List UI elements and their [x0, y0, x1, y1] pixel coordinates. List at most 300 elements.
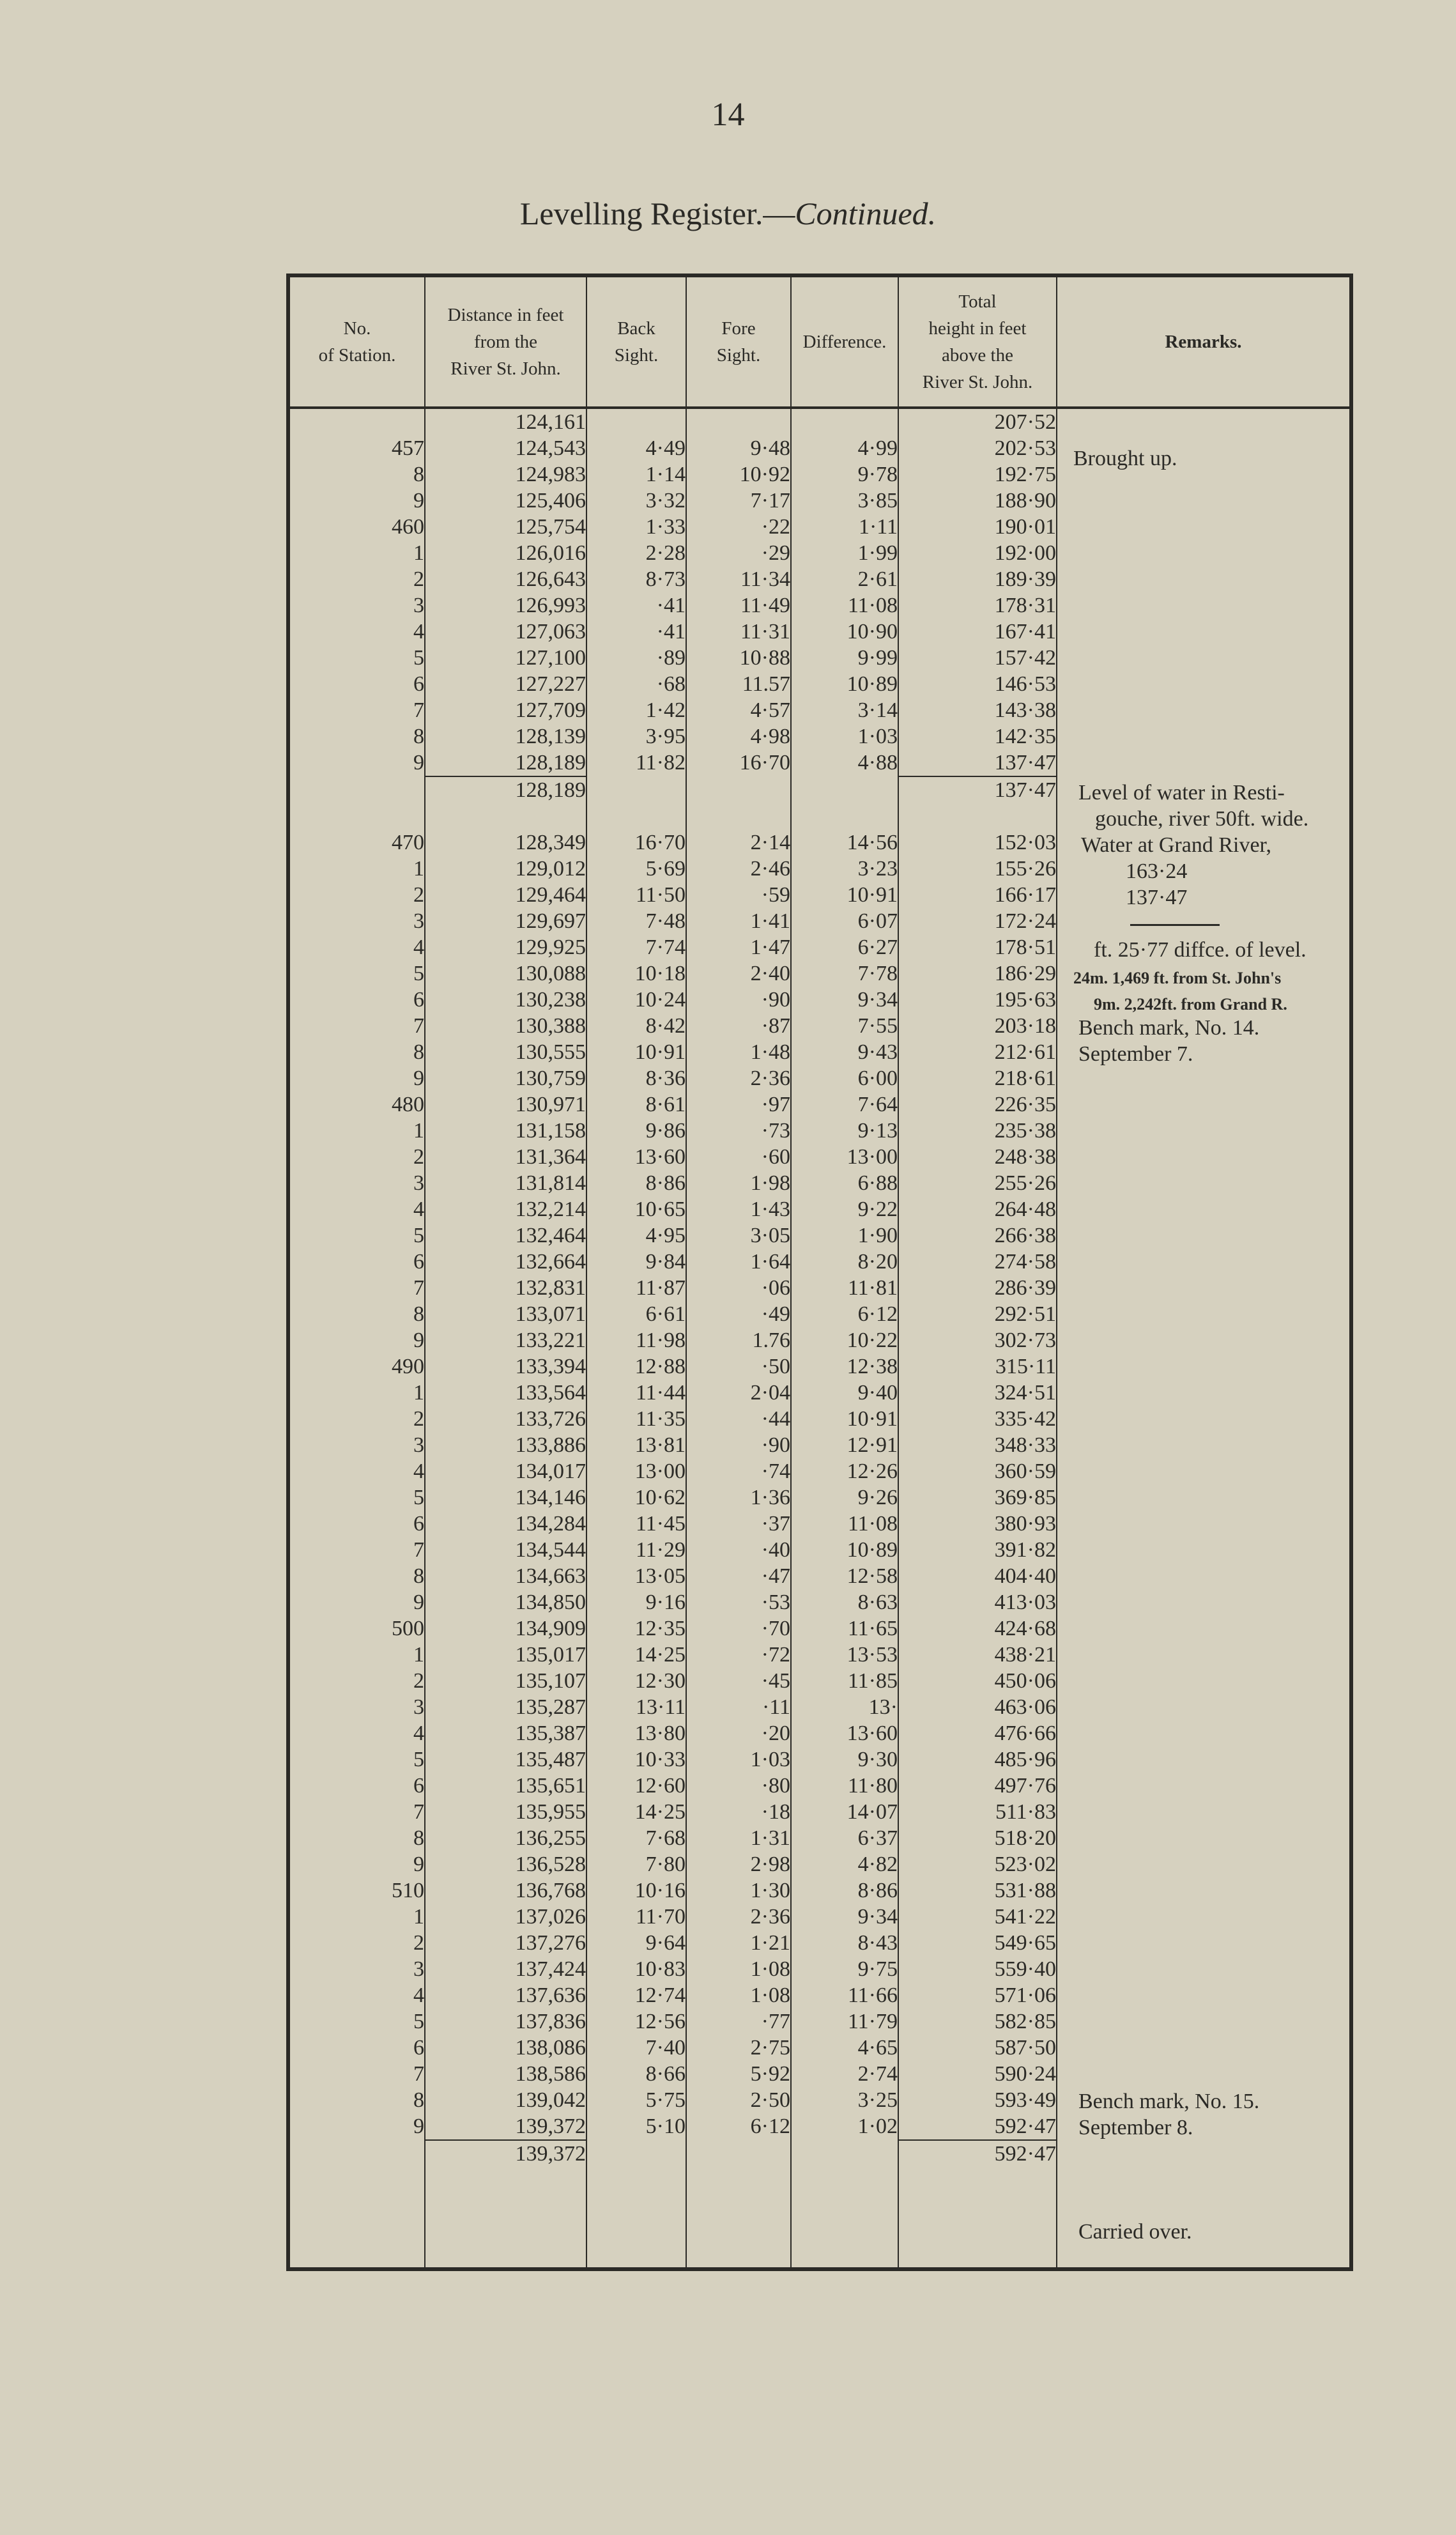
cell-remarks — [1057, 619, 1351, 645]
cell-total: 286·39 — [898, 1275, 1057, 1301]
cell-fore: 4·98 — [686, 723, 791, 750]
cell-total: 413·03 — [898, 1589, 1057, 1615]
cell-remarks — [1057, 1170, 1351, 1196]
cell-fore: ·70 — [686, 1615, 791, 1642]
cell-back: 13·00 — [586, 1458, 686, 1484]
cell-difference — [791, 2140, 898, 2167]
cell-total: 587·50 — [898, 2035, 1057, 2061]
cell-difference — [791, 776, 898, 803]
header-back-sight: Back Sight. — [586, 275, 686, 408]
cell-back: 10·16 — [586, 1877, 686, 1904]
table-row — [288, 1877, 1351, 1904]
cell-total: 369·85 — [898, 1484, 1057, 1511]
cell-station: 2 — [413, 883, 424, 907]
cell-distance: 135,387 — [425, 1720, 586, 1746]
cell-distance: 128,349 — [425, 829, 586, 856]
cell-difference: 11·66 — [791, 1982, 898, 2008]
cell-remarks — [1057, 750, 1351, 776]
cell-fore: ·59 — [686, 882, 791, 908]
table-row — [288, 1511, 1351, 1537]
cell-station: 2 — [413, 1669, 424, 1693]
cell-back: 9·86 — [586, 1118, 686, 1144]
cell-total: 189·39 — [898, 566, 1057, 592]
cell-total: 192·75 — [898, 461, 1057, 488]
cell-distance: 125,406 — [425, 488, 586, 514]
cell-total: 302·73 — [898, 1327, 1057, 1353]
cell-station: 1 — [413, 1381, 424, 1405]
cell-back: 14·25 — [586, 1799, 686, 1825]
cell-total: 188·90 — [898, 488, 1057, 514]
cell-total: 592·47 — [898, 2113, 1057, 2140]
cell-total: 348·33 — [898, 1432, 1057, 1458]
cell-total: 380·93 — [898, 1511, 1057, 1537]
cell-fore: 1·31 — [686, 1825, 791, 1851]
cell-fore: 11·34 — [686, 566, 791, 592]
cell-difference: 3·14 — [791, 697, 898, 723]
cell-total: 207·52 — [898, 408, 1057, 435]
table-row — [288, 1799, 1351, 1825]
cell-difference: 4·88 — [791, 750, 898, 776]
table-row — [288, 1484, 1351, 1511]
cell-back — [586, 776, 686, 803]
cell-total: 266·38 — [898, 1222, 1057, 1249]
cell-remarks — [1057, 1327, 1351, 1353]
cell-fore: 1·64 — [686, 1249, 791, 1275]
cell-total: 203·18 — [898, 1013, 1057, 1039]
cell-difference: 9·26 — [791, 1484, 898, 1511]
cell-back: 9·84 — [586, 1249, 686, 1275]
levelling-register-table — [286, 274, 1353, 2271]
cell-back: 13·80 — [586, 1720, 686, 1746]
cell-fore: 2·40 — [686, 960, 791, 987]
cell-station: 7 — [413, 1800, 424, 1824]
cell-fore: 11·49 — [686, 592, 791, 619]
table-row — [288, 1956, 1351, 1982]
table-row — [288, 1249, 1351, 1275]
cell-distance: 134,909 — [425, 1615, 586, 1642]
cell-difference: 9·75 — [791, 1956, 898, 1982]
cell-remarks — [1057, 1118, 1351, 1144]
cell-back: 16·70 — [586, 829, 686, 856]
cell-difference: 7·78 — [791, 960, 898, 987]
cell-station: 470 — [392, 831, 424, 854]
cell-distance: 124,983 — [425, 461, 586, 488]
cell-station: 1 — [413, 1119, 424, 1143]
table-row — [288, 514, 1351, 540]
table-row — [288, 1222, 1351, 1249]
cell-remarks — [1057, 1904, 1351, 1930]
cell-station: 457 — [392, 436, 424, 460]
cell-back: 11·70 — [586, 1904, 686, 1930]
cell-total: 166·17 — [898, 882, 1057, 908]
cell-station: 460 — [392, 515, 424, 539]
cell-distance: 137,424 — [425, 1956, 586, 1982]
cell-station: 1 — [413, 541, 424, 565]
cell-total: 335·42 — [898, 1406, 1057, 1432]
cell-distance: 134,017 — [425, 1458, 586, 1484]
cell-back: 10·33 — [586, 1746, 686, 1773]
cell-station: 5 — [413, 962, 424, 985]
cell-remarks — [1057, 2008, 1351, 2035]
cell-back: 11·98 — [586, 1327, 686, 1353]
cell-station: 3 — [413, 1957, 424, 1981]
cell-back: 11·29 — [586, 1537, 686, 1563]
cell-fore: 9·48 — [686, 435, 791, 461]
cell-back: ·41 — [586, 592, 686, 619]
cell-total: 167·41 — [898, 619, 1057, 645]
cell-station: 9 — [413, 1853, 424, 1876]
cell-back: 8·73 — [586, 566, 686, 592]
cell-remarks — [1057, 1720, 1351, 1746]
cell-total: 523·02 — [898, 1851, 1057, 1877]
cell-distance: 136,768 — [425, 1877, 586, 1904]
cell-fore: ·45 — [686, 1668, 791, 1694]
table-row — [288, 1327, 1351, 1353]
cell-remarks — [1057, 1484, 1351, 1511]
cell-remarks — [1057, 1065, 1351, 1091]
remark-date-sept-8: September 8. — [1078, 2116, 1193, 2139]
table-row — [288, 1615, 1351, 1642]
cell-difference: 1·02 — [791, 2113, 898, 2140]
cell-difference: 14·07 — [791, 1799, 898, 1825]
cell-back: 4·49 — [586, 435, 686, 461]
cell-station: 4 — [413, 1722, 424, 1745]
cell-difference: 9·30 — [791, 1746, 898, 1773]
table-row — [288, 723, 1351, 750]
cell-back: 13·05 — [586, 1563, 686, 1589]
table-row — [288, 1065, 1351, 1091]
cell-distance: 130,971 — [425, 1091, 586, 1118]
table-row — [288, 1668, 1351, 1694]
cell-total: 274·58 — [898, 1249, 1057, 1275]
cell-back: 7·80 — [586, 1851, 686, 1877]
table-row — [288, 645, 1351, 671]
cell-back: 10·62 — [586, 1484, 686, 1511]
cell-remarks — [1057, 1694, 1351, 1720]
cell-remarks — [1057, 908, 1351, 934]
cell-back: 6·61 — [586, 1301, 686, 1327]
cell-station: 4 — [413, 1198, 424, 1221]
cell-total: 212·61 — [898, 1039, 1057, 1065]
cell-total: 518·20 — [898, 1825, 1057, 1851]
remark-bench-mark-14: Bench mark, No. 14. — [1078, 1016, 1260, 1040]
cell-remarks — [1057, 1773, 1351, 1799]
cell-fore: ·18 — [686, 1799, 791, 1825]
cell-fore: 11·31 — [686, 619, 791, 645]
cell-back: 12·35 — [586, 1615, 686, 1642]
cell-fore: 1·21 — [686, 1930, 791, 1956]
cell-station: 5 — [413, 1486, 424, 1509]
title-continued: Continued. — [795, 196, 937, 231]
cell-distance: 130,555 — [425, 1039, 586, 1065]
cell-fore: 5·92 — [686, 2061, 791, 2087]
table-row — [288, 1275, 1351, 1301]
cell-difference: 9·40 — [791, 1380, 898, 1406]
remark-level-of-water-line2: gouche, river 50ft. wide. — [1095, 807, 1309, 831]
cell-remarks — [1057, 1825, 1351, 1851]
cell-distance: 133,071 — [425, 1301, 586, 1327]
table-row — [288, 1642, 1351, 1668]
cell-difference: 1·90 — [791, 1222, 898, 1249]
cell-total: 255·26 — [898, 1170, 1057, 1196]
cell-station: 4 — [413, 620, 424, 643]
table-row — [288, 1537, 1351, 1563]
cell-distance: 126,643 — [425, 566, 586, 592]
cell-fore: 1·43 — [686, 1196, 791, 1222]
cell-distance: 138,586 — [425, 2061, 586, 2087]
cell-fore: ·06 — [686, 1275, 791, 1301]
cell-difference: 9·99 — [791, 645, 898, 671]
cell-station: 2 — [413, 567, 424, 591]
cell-remarks — [1057, 882, 1351, 908]
table-row — [288, 1746, 1351, 1773]
cell-distance: 131,814 — [425, 1170, 586, 1196]
cell-total: 549·65 — [898, 1930, 1057, 1956]
cell-distance: 137,026 — [425, 1904, 586, 1930]
cell-difference: 2·74 — [791, 2061, 898, 2087]
remark-distance-st-johns: 24m. 1,469 ft. from St. John's — [1073, 969, 1282, 987]
table-row — [288, 2061, 1351, 2087]
cell-distance: 136,255 — [425, 1825, 586, 1851]
cell-station: 5 — [413, 1224, 424, 1247]
cell-fore: 2·98 — [686, 1851, 791, 1877]
cell-total: 476·66 — [898, 1720, 1057, 1746]
cell-fore: 1·41 — [686, 908, 791, 934]
cell-distance: 135,017 — [425, 1642, 586, 1668]
cell-fore: 2·36 — [686, 1904, 791, 1930]
cell-back: 7·68 — [586, 1825, 686, 1851]
table-row — [288, 2035, 1351, 2061]
table-row — [288, 856, 1351, 882]
cell-distance: 127,063 — [425, 619, 586, 645]
cell-back: 10·91 — [586, 1039, 686, 1065]
cell-total: 592·47 — [898, 2140, 1057, 2167]
cell-difference: 12·91 — [791, 1432, 898, 1458]
cell-difference: 4·99 — [791, 435, 898, 461]
cell-fore: 1·98 — [686, 1170, 791, 1196]
cell-back: 11·45 — [586, 1511, 686, 1537]
cell-back: 13·60 — [586, 1144, 686, 1170]
cell-difference: 13· — [791, 1694, 898, 1720]
cell-fore: 2·50 — [686, 2087, 791, 2113]
cell-distance: 129,925 — [425, 934, 586, 960]
cell-fore: 11.57 — [686, 671, 791, 697]
cell-distance: 134,146 — [425, 1484, 586, 1511]
cell-back: 8·61 — [586, 1091, 686, 1118]
cell-station: 9 — [413, 1329, 424, 1352]
cell-fore: 1.76 — [686, 1327, 791, 1353]
cell-total: 571·06 — [898, 1982, 1057, 2008]
cell-total: 424·68 — [898, 1615, 1057, 1642]
cell-remarks — [1057, 592, 1351, 619]
cell-difference: 6·00 — [791, 1065, 898, 1091]
cell-fore: 2·04 — [686, 1380, 791, 1406]
cell-total: 541·22 — [898, 1904, 1057, 1930]
cell-difference: 10·91 — [791, 1406, 898, 1432]
cell-total: 559·40 — [898, 1956, 1057, 1982]
table-row — [288, 2008, 1351, 2035]
cell-remarks — [1057, 1668, 1351, 1694]
cell-station: 7 — [413, 1014, 424, 1038]
table-row — [288, 1091, 1351, 1118]
cell-total: 235·38 — [898, 1118, 1057, 1144]
cell-distance: 133,221 — [425, 1327, 586, 1353]
cell-distance: 135,955 — [425, 1799, 586, 1825]
cell-total: 152·03 — [898, 829, 1057, 856]
cell-back: 3·95 — [586, 723, 686, 750]
cell-back: 13·81 — [586, 1432, 686, 1458]
cell-station: 1 — [413, 1905, 424, 1929]
cell-difference: 9·34 — [791, 1904, 898, 1930]
cell-fore: 10·92 — [686, 461, 791, 488]
cell-distance: 133,886 — [425, 1432, 586, 1458]
header-total-height: Total height in feet above the River St. John. — [898, 275, 1057, 408]
cell-fore: 1·08 — [686, 1956, 791, 1982]
cell-total: 315·11 — [898, 1353, 1057, 1380]
cell-back: 4·95 — [586, 1222, 686, 1249]
cell-difference: 4·82 — [791, 1851, 898, 1877]
cell-difference: 11·65 — [791, 1615, 898, 1642]
cell-back: 11·82 — [586, 750, 686, 776]
cell-fore: ·53 — [686, 1589, 791, 1615]
cell-difference: 3·85 — [791, 488, 898, 514]
cell-difference: 6·27 — [791, 934, 898, 960]
cell-station: 490 — [392, 1355, 424, 1378]
cell-remarks — [1057, 1563, 1351, 1589]
cell-remarks — [1057, 514, 1351, 540]
cell-total: 324·51 — [898, 1380, 1057, 1406]
table-row — [288, 1353, 1351, 1380]
table-row — [288, 619, 1351, 645]
cell-station: 5 — [413, 1748, 424, 1771]
remark-date-sept-7: September 7. — [1078, 1042, 1193, 1066]
cell-distance: 125,754 — [425, 514, 586, 540]
cell-back: 10·83 — [586, 1956, 686, 1982]
cell-distance: 135,287 — [425, 1694, 586, 1720]
cell-distance: 139,372 — [425, 2113, 586, 2140]
cell-distance: 130,759 — [425, 1065, 586, 1091]
cell-station: 1 — [413, 857, 424, 881]
cell-difference: 9·78 — [791, 461, 898, 488]
cell-remarks — [1057, 1091, 1351, 1118]
cell-remarks — [1057, 1380, 1351, 1406]
cell-distance: 127,227 — [425, 671, 586, 697]
cell-total: 590·24 — [898, 2061, 1057, 2087]
table-row — [288, 1406, 1351, 1432]
cell-distance: 124,161 — [425, 408, 586, 435]
cell-fore: 1·48 — [686, 1039, 791, 1065]
cell-difference: 9·13 — [791, 1118, 898, 1144]
cell-total: 360·59 — [898, 1458, 1057, 1484]
cell-distance: 137,636 — [425, 1982, 586, 2008]
cell-remarks — [1057, 1432, 1351, 1458]
cell-difference: 8·86 — [791, 1877, 898, 1904]
cell-difference: 12·58 — [791, 1563, 898, 1589]
page-title — [0, 195, 1456, 232]
cell-station: 9 — [413, 1591, 424, 1614]
cell-total: 531·88 — [898, 1877, 1057, 1904]
cell-fore: 10·88 — [686, 645, 791, 671]
cell-difference: 6·37 — [791, 1825, 898, 1851]
remark-level-of-water-line1: Level of water in Resti- — [1078, 781, 1285, 805]
cell-total: 202·53 — [898, 435, 1057, 461]
cell-station: 6 — [413, 1512, 424, 1536]
cell-difference: 7·55 — [791, 1013, 898, 1039]
cell-remarks — [1057, 1799, 1351, 1825]
filler-row — [288, 2167, 1351, 2269]
cell-back: 5·75 — [586, 2087, 686, 2113]
cell-total: 195·63 — [898, 987, 1057, 1013]
cell-distance: 132,664 — [425, 1249, 586, 1275]
cell-station — [288, 776, 425, 803]
cell-remarks — [1057, 1851, 1351, 1877]
cell-total: 593·49 — [898, 2087, 1057, 2113]
cell-total: 292·51 — [898, 1301, 1057, 1327]
cell-fore: ·97 — [686, 1091, 791, 1118]
header-remarks: Remarks. — [1057, 275, 1351, 408]
page-number: 14 — [711, 96, 745, 133]
cell-fore — [686, 2140, 791, 2167]
cell-station: 9 — [413, 1067, 424, 1090]
cell-back: 12·56 — [586, 2008, 686, 2035]
cell-station — [288, 408, 425, 435]
cell-station: 4 — [413, 1984, 424, 2007]
cell-fore: ·44 — [686, 1406, 791, 1432]
cell-distance: 133,564 — [425, 1380, 586, 1406]
cell-back: 12·60 — [586, 1773, 686, 1799]
cell-remarks — [1057, 856, 1351, 882]
cell-difference: 11·79 — [791, 2008, 898, 2035]
table-row — [288, 1930, 1351, 1956]
cell-remarks — [1057, 2035, 1351, 2061]
cell-difference: 6·07 — [791, 908, 898, 934]
cell-distance: 138,086 — [425, 2035, 586, 2061]
cell-fore: 2·46 — [686, 856, 791, 882]
cell-station: 6 — [413, 2036, 424, 2060]
cell-back: 1·14 — [586, 461, 686, 488]
cell-back: 8·36 — [586, 1065, 686, 1091]
cell-distance: 137,276 — [425, 1930, 586, 1956]
cell-distance: 132,831 — [425, 1275, 586, 1301]
cell-difference: 11·08 — [791, 1511, 898, 1537]
cell-remarks — [1057, 1222, 1351, 1249]
cell-distance: 132,214 — [425, 1196, 586, 1222]
cell-distance: 131,364 — [425, 1144, 586, 1170]
cell-back: 1·42 — [586, 697, 686, 723]
cell-fore: ·90 — [686, 1432, 791, 1458]
cell-distance: 133,394 — [425, 1353, 586, 1380]
cell-total: 192·00 — [898, 540, 1057, 566]
cell-total: 438·21 — [898, 1642, 1057, 1668]
cell-difference: 10·89 — [791, 671, 898, 697]
cell-distance: 124,543 — [425, 435, 586, 461]
remark-water-at-grand-river: Water at Grand River, — [1081, 833, 1271, 857]
cell-station: 8 — [413, 1040, 424, 1064]
cell-station: 7 — [413, 698, 424, 722]
cell-difference: 4·65 — [791, 2035, 898, 2061]
cell-distance: 134,663 — [425, 1563, 586, 1589]
table-row — [288, 1144, 1351, 1170]
cell-distance: 130,238 — [425, 987, 586, 1013]
table-row — [288, 1773, 1351, 1799]
cell-total: 143·38 — [898, 697, 1057, 723]
cell-total: 218·61 — [898, 1065, 1057, 1091]
cell-total: 186·29 — [898, 960, 1057, 987]
cell-fore: 7·17 — [686, 488, 791, 514]
cell-difference: 6·88 — [791, 1170, 898, 1196]
table-row — [288, 1851, 1351, 1877]
cell-station: 9 — [413, 2115, 424, 2138]
